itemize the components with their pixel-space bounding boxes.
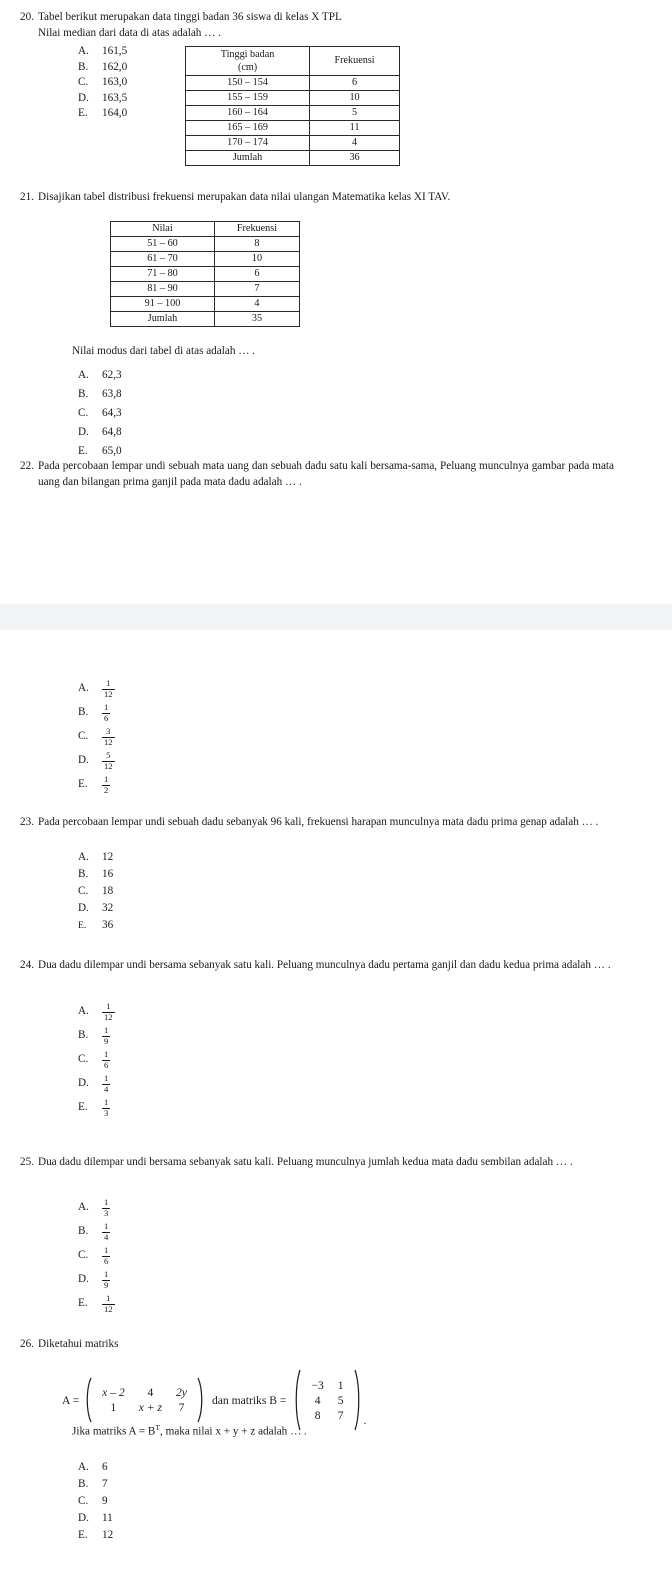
fraction xyxy=(102,751,115,771)
header-line-2: (cm) xyxy=(237,62,258,73)
option-value xyxy=(98,751,115,771)
table-row xyxy=(186,106,400,121)
denominator: 9 xyxy=(104,1279,109,1290)
condition-superscript: T xyxy=(155,1423,161,1432)
numerator: 1 xyxy=(104,1268,109,1279)
option-item[interactable] xyxy=(78,1493,113,1510)
matrix-a-label: A = xyxy=(62,1393,80,1407)
fraction xyxy=(102,1294,115,1314)
option-value: 161,5 xyxy=(102,45,128,57)
question-24-text: Dua dadu dilempar undi bersama sebanyak satu kali. Peluang munculnya dadu pertama ganjil dan dadu kedua prima adalah … . xyxy=(38,959,611,971)
question-25-options xyxy=(78,1196,115,1316)
option-letter: C. xyxy=(78,1053,89,1066)
question-24-stem xyxy=(0,958,672,974)
numerator: 1 xyxy=(104,1096,109,1107)
table-row xyxy=(111,282,300,297)
matrix-cell: x + z xyxy=(138,1401,162,1414)
question-26-text: Diketahui matriks xyxy=(38,1338,119,1350)
table-cell: 160 – 164 xyxy=(186,106,310,121)
matrix-cell: 1 xyxy=(110,1401,117,1414)
option-letter: A. xyxy=(78,1005,89,1018)
option-value xyxy=(98,1098,110,1118)
table-cell: 91 – 100 xyxy=(111,297,215,312)
option-value: 18 xyxy=(102,884,114,897)
fraction xyxy=(102,1270,110,1290)
option-letter: C. xyxy=(78,1494,89,1507)
option-value: 163,5 xyxy=(102,91,128,104)
option-value xyxy=(98,727,115,747)
option-item[interactable] xyxy=(78,849,113,866)
fraction xyxy=(102,1246,110,1266)
option-letter: E. xyxy=(78,919,87,931)
option-item[interactable] xyxy=(78,1196,115,1220)
option-item[interactable] xyxy=(78,106,127,122)
numerator: 1 xyxy=(104,1072,109,1083)
option-value: 32 xyxy=(102,901,114,914)
fraction xyxy=(102,775,110,795)
table-cell: 36 xyxy=(310,151,400,166)
numerator: 1 xyxy=(106,1292,111,1303)
option-value xyxy=(98,775,110,795)
option-letter: B. xyxy=(78,1225,89,1238)
fraction xyxy=(102,1026,110,1046)
left-paren-icon xyxy=(83,1377,92,1423)
numerator: 1 xyxy=(106,1000,111,1011)
option-item[interactable] xyxy=(78,1476,113,1493)
table-header-row xyxy=(186,47,400,76)
question-21-text: Disajikan tabel distribusi frekuensi merupakan data nilai ulangan Matematika kelas XI TAV. xyxy=(38,191,451,203)
option-letter: D. xyxy=(78,1273,89,1286)
option-value xyxy=(98,1074,110,1094)
table-cell: 51 – 60 xyxy=(111,237,215,252)
option-letter: B. xyxy=(78,1477,89,1490)
numerator: 1 xyxy=(104,701,109,712)
option-letter: A. xyxy=(78,1460,89,1473)
fraction xyxy=(102,727,115,747)
option-value: 63,8 xyxy=(102,387,122,400)
question-22-text: Pada percobaan lempar undi sebuah mata uang dan sebuah dadu satu kali bersama-sama, Peluang munculnya gambar pada mata uang dan bilangan prima ganjil pada mata dadu adalah … . xyxy=(38,460,614,488)
table-row xyxy=(111,267,300,282)
question-25-text: Dua dadu dilempar undi bersama sebanyak satu kali. Peluang munculnya jumlah kedua mata dadu sembilan adalah … . xyxy=(38,1156,573,1168)
option-item[interactable] xyxy=(78,900,113,917)
table-row xyxy=(186,151,400,166)
table-cell: Jumlah xyxy=(111,312,215,327)
option-item[interactable] xyxy=(78,1292,115,1316)
numerator: 1 xyxy=(104,773,109,784)
numerator: 5 xyxy=(106,749,111,760)
header-line-1: Tinggi badan xyxy=(220,49,275,60)
option-value: 36 xyxy=(102,918,114,931)
option-letter: B. xyxy=(78,1029,89,1042)
table-cell: 10 xyxy=(310,91,400,106)
question-21-options xyxy=(78,366,122,461)
option-item[interactable] xyxy=(78,385,122,404)
fraction xyxy=(102,1002,115,1022)
question-20-stem xyxy=(0,10,672,26)
denominator: 4 xyxy=(104,1231,109,1242)
option-value: 64,3 xyxy=(102,406,122,419)
question-25 xyxy=(0,1155,672,1171)
right-paren-icon xyxy=(354,1369,363,1431)
option-value: 163,0 xyxy=(102,76,128,88)
table-cell: 61 – 70 xyxy=(111,252,215,267)
denominator: 2 xyxy=(104,784,109,795)
denominator: 6 xyxy=(104,1255,109,1266)
option-item[interactable] xyxy=(78,1459,113,1476)
question-22 xyxy=(0,459,672,490)
question-23-text: Pada percobaan lempar undi sebuah dadu sebanyak 96 kali, frekuensi harapan munculnya mata dadu prima genap adalah … . xyxy=(38,816,599,828)
table-cell: 10 xyxy=(214,252,299,267)
table-cell: Jumlah xyxy=(186,151,310,166)
question-21-frequency-table xyxy=(110,221,300,327)
question-22-number: 22. xyxy=(20,460,34,472)
option-value: 64,8 xyxy=(102,425,122,438)
option-item[interactable] xyxy=(78,44,127,60)
fraction xyxy=(102,1074,110,1094)
denominator: 12 xyxy=(104,736,113,747)
option-value xyxy=(98,679,115,699)
question-20-text: Tabel berikut merupakan data tinggi badan 36 siswa di kelas X TPL xyxy=(38,11,342,23)
option-letter: D. xyxy=(78,1511,89,1524)
table-cell: 170 – 174 xyxy=(186,136,310,151)
option-value: 164,0 xyxy=(102,107,128,119)
numerator: 1 xyxy=(104,1220,109,1231)
table-header-cell: Nilai xyxy=(111,222,215,237)
table-header-cell xyxy=(186,47,310,76)
question-22-options xyxy=(78,677,115,797)
condition-tail: , maka nilai x + y + z adalah … . xyxy=(160,1425,307,1438)
table-cell: 71 – 80 xyxy=(111,267,215,282)
table-cell: 35 xyxy=(214,312,299,327)
matrix-b-grid xyxy=(301,1377,353,1424)
option-letter: C. xyxy=(78,76,89,88)
question-26 xyxy=(0,1337,672,1353)
option-letter: D. xyxy=(78,425,89,438)
matrix-a xyxy=(83,1377,206,1423)
option-value xyxy=(98,1246,110,1266)
question-26-condition xyxy=(72,1420,307,1440)
fraction xyxy=(102,679,115,699)
denominator: 12 xyxy=(104,688,113,699)
question-26-number: 26. xyxy=(20,1338,34,1350)
option-letter: A. xyxy=(78,850,89,863)
denominator: 3 xyxy=(104,1207,109,1218)
table-cell: 150 – 154 xyxy=(186,76,310,91)
matrix-cell: 7 xyxy=(337,1408,344,1422)
fraction xyxy=(102,703,110,723)
option-value: 7 xyxy=(102,1477,108,1490)
condition-head: Jika matriks A = B xyxy=(72,1425,156,1438)
question-26-stem xyxy=(0,1337,672,1353)
table-cell: 165 – 169 xyxy=(186,121,310,136)
table-row xyxy=(186,91,400,106)
denominator: 4 xyxy=(104,1083,109,1094)
option-item[interactable] xyxy=(78,1048,115,1072)
option-item[interactable] xyxy=(78,1220,115,1244)
option-value xyxy=(98,1270,110,1290)
option-value: 62,3 xyxy=(102,368,122,381)
option-value: 12 xyxy=(102,850,114,863)
option-item[interactable] xyxy=(78,404,122,423)
numerator: 1 xyxy=(104,1048,109,1059)
fraction xyxy=(102,1098,110,1118)
table-row xyxy=(111,252,300,267)
table-row xyxy=(111,297,300,312)
question-20-number: 20. xyxy=(20,11,34,23)
question-21-stem xyxy=(0,190,672,206)
option-value: 11 xyxy=(102,1511,113,1524)
question-23-options xyxy=(78,849,113,934)
option-letter: D. xyxy=(78,91,89,104)
option-item[interactable] xyxy=(78,1072,115,1096)
option-letter: D. xyxy=(78,901,89,914)
option-letter: E. xyxy=(78,107,88,119)
option-value xyxy=(98,1198,110,1218)
fraction xyxy=(102,1222,110,1242)
option-item[interactable] xyxy=(78,701,115,725)
option-letter: C. xyxy=(78,406,89,419)
matrix-b-period: . xyxy=(363,1414,367,1427)
option-letter: E. xyxy=(78,444,88,457)
option-value: 16 xyxy=(102,867,114,880)
matrix-cell: x – 2 xyxy=(102,1386,125,1399)
option-letter: E. xyxy=(78,1297,88,1310)
question-20-subtext: Nilai median dari data di atas adalah … . xyxy=(38,26,221,39)
right-paren-icon xyxy=(197,1377,206,1423)
option-item[interactable] xyxy=(78,1096,115,1120)
question-21 xyxy=(0,190,672,206)
question-21-subtext: Nilai modus dari tabel di atas adalah … . xyxy=(72,345,255,357)
option-value: 65,0 xyxy=(102,444,122,457)
option-item[interactable] xyxy=(78,60,127,76)
option-item[interactable] xyxy=(78,75,127,91)
option-letter: A. xyxy=(78,682,89,695)
option-value xyxy=(98,1026,110,1046)
table-cell: 5 xyxy=(310,106,400,121)
table-header-cell: Frekuensi xyxy=(310,47,400,76)
table-cell: 6 xyxy=(310,76,400,91)
option-value xyxy=(98,1294,115,1314)
table-cell: 4 xyxy=(214,297,299,312)
question-21-number: 21. xyxy=(20,191,34,203)
option-letter: D. xyxy=(78,754,89,767)
matrix-cell: 8 xyxy=(314,1408,321,1422)
denominator: 12 xyxy=(104,1011,113,1022)
option-letter: E. xyxy=(78,1528,88,1541)
option-value xyxy=(98,1002,115,1022)
table-row xyxy=(111,312,300,327)
denominator: 12 xyxy=(104,1303,113,1314)
option-value xyxy=(98,1222,110,1242)
question-24 xyxy=(0,958,672,974)
question-22-stem xyxy=(0,459,672,490)
matrix-a-grid xyxy=(92,1384,197,1416)
option-value: 9 xyxy=(102,1494,108,1507)
denominator: 6 xyxy=(104,712,109,723)
option-item[interactable] xyxy=(78,883,113,900)
table-cell: 7 xyxy=(214,282,299,297)
option-item[interactable] xyxy=(78,725,115,749)
table-header-row xyxy=(111,222,300,237)
fraction xyxy=(102,1198,110,1218)
option-item[interactable] xyxy=(78,1527,113,1544)
option-item[interactable] xyxy=(78,773,115,797)
fraction xyxy=(102,1050,110,1070)
option-letter: B. xyxy=(78,867,89,880)
option-value: 12 xyxy=(102,1528,114,1541)
matrix-cell: 5 xyxy=(337,1393,344,1407)
option-letter: A. xyxy=(78,45,89,57)
option-letter: E. xyxy=(78,778,88,791)
option-item[interactable] xyxy=(78,1244,115,1268)
numerator: 3 xyxy=(106,725,111,736)
option-value xyxy=(98,703,110,723)
denominator: 9 xyxy=(104,1035,109,1046)
denominator: 3 xyxy=(104,1107,109,1118)
question-26-options xyxy=(78,1459,113,1544)
option-item[interactable] xyxy=(78,1510,113,1527)
question-24-number: 24. xyxy=(20,959,34,971)
question-23-number: 23. xyxy=(20,816,34,828)
table-cell: 6 xyxy=(214,267,299,282)
option-value: 6 xyxy=(102,1460,108,1473)
question-20-options xyxy=(78,44,127,122)
table-cell: 8 xyxy=(214,237,299,252)
option-item[interactable] xyxy=(78,1268,115,1292)
option-letter: A. xyxy=(78,368,89,381)
table-row xyxy=(111,237,300,252)
matrix-cell: 4 xyxy=(314,1393,321,1407)
numerator: 1 xyxy=(104,1024,109,1035)
option-letter: B. xyxy=(78,706,89,719)
option-item[interactable] xyxy=(78,1000,115,1024)
option-letter: A. xyxy=(78,1201,89,1214)
table-row xyxy=(186,136,400,151)
option-value xyxy=(98,1050,110,1070)
numerator: 1 xyxy=(104,1244,109,1255)
matrix-cell: 1 xyxy=(337,1378,344,1392)
option-item[interactable] xyxy=(78,366,122,385)
matrix-cell: 2y xyxy=(176,1386,187,1399)
matrix-cell: 4 xyxy=(147,1386,154,1399)
option-item[interactable] xyxy=(78,423,122,442)
question-20 xyxy=(0,10,672,41)
page-separator-band xyxy=(0,604,672,630)
denominator: 6 xyxy=(104,1059,109,1070)
table-cell: 4 xyxy=(310,136,400,151)
matrix-cell: −3 xyxy=(311,1378,324,1392)
table-cell: 155 – 159 xyxy=(186,91,310,106)
numerator: 1 xyxy=(106,677,111,688)
question-23 xyxy=(0,815,672,831)
option-item[interactable] xyxy=(78,749,115,773)
option-letter: B. xyxy=(78,387,89,400)
option-letter: C. xyxy=(78,1249,89,1262)
matrix-cell: 7 xyxy=(178,1401,185,1414)
option-letter: E. xyxy=(78,1101,88,1114)
numerator: 1 xyxy=(104,1196,109,1207)
option-value: 162,0 xyxy=(102,60,128,73)
denominator: 12 xyxy=(104,760,113,771)
option-item[interactable] xyxy=(78,677,115,701)
question-25-number: 25. xyxy=(20,1156,34,1168)
question-24-options xyxy=(78,1000,115,1120)
table-row xyxy=(186,76,400,91)
option-letter: C. xyxy=(78,730,89,743)
matrix-connector: dan matriks B = xyxy=(211,1393,287,1407)
option-letter: B. xyxy=(78,60,89,73)
table-cell: 81 – 90 xyxy=(111,282,215,297)
option-item[interactable] xyxy=(78,917,113,934)
option-item[interactable] xyxy=(78,866,113,883)
question-23-stem xyxy=(0,815,672,831)
question-20-frequency-table xyxy=(185,46,400,166)
question-25-stem xyxy=(0,1155,672,1171)
table-row xyxy=(186,121,400,136)
option-item[interactable] xyxy=(78,1024,115,1048)
option-letter: C. xyxy=(78,884,89,897)
table-cell: 11 xyxy=(310,121,400,136)
option-letter: D. xyxy=(78,1077,89,1090)
option-item[interactable] xyxy=(78,91,127,107)
table-header-cell: Frekuensi xyxy=(214,222,299,237)
